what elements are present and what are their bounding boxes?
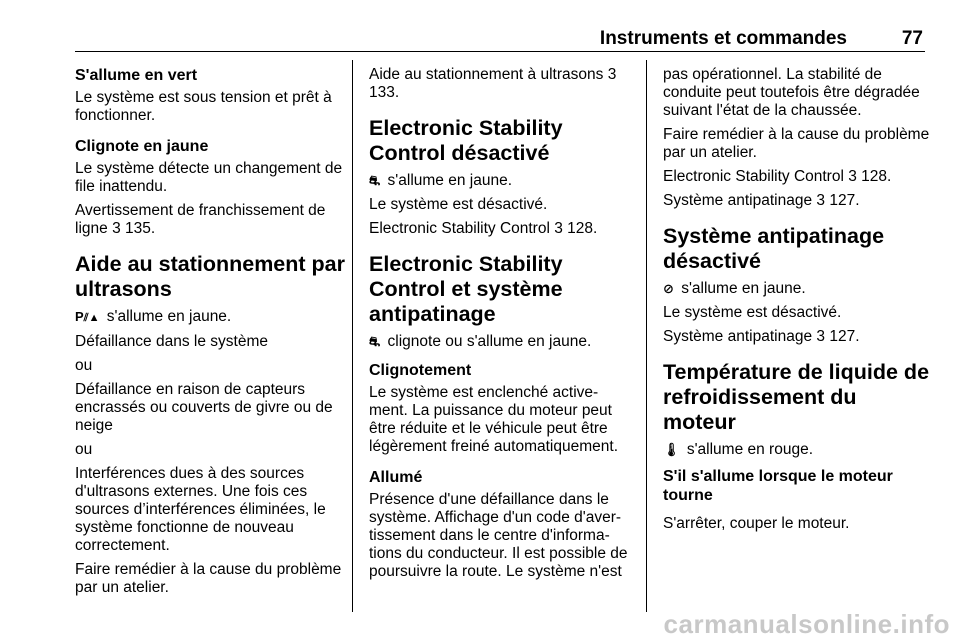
paragraph: Le système détecte un changement de file inattendu. [75,160,343,195]
section-title: Instruments et commandes [599,28,847,49]
cross-reference-icon: 3 [816,192,826,209]
paragraph: Système antipatinage 3 127. [663,328,860,345]
paragraph: S'arrêter, couper le moteur. [663,515,850,532]
paragraph: Le système est désactivé. [369,196,548,213]
column-divider [352,60,353,612]
paragraph: Le système est sous tension et prêt à fonctionner. [75,89,332,124]
cross-reference-icon: 3 [554,220,563,237]
paragraph: Avertissement de franchissement de ligne 3 135. [75,202,326,237]
coolant-temperature-icon: 🌡 [663,442,680,457]
paragraph: Aide au stationnement à ultrasons 3 133. [369,66,617,101]
subheading-blink-yellow: Clignote en jaune [75,138,209,155]
paragraph: Electronic Stability Control 3 128. [663,168,892,185]
page-number: 77 [901,28,923,49]
paragraph: ⛐ clignote ou s'allume en jaune. [369,333,592,350]
paragraph: ⛐ s'allume en jaune. [369,172,513,189]
paragraph: pas opérationnel. La stabilité de conduite peut toutefois être dégradée suivant l'état de la chaussée. [663,66,920,119]
subheading-blinking: Clignotement [369,362,472,379]
paragraph: Faire remédier à la cause du problème par un atelier. [75,561,342,596]
paragraph: Défaillance en raison de capteurs encrassés ou couverts de givre ou de neige [75,381,333,434]
paragraph: Le système est enclenché active- ment. La puissance du moteur peut être réduite et le véhicule peut être légèrement freiné automatiquement. [369,384,619,455]
page-header [75,26,925,52]
column-3 [663,66,933,539]
subheading-coolant-on: S'il s'allume lorsque le moteur tourne [663,468,893,504]
paragraph: Faire remédier à la cause du problème par un atelier. [663,126,930,161]
cross-reference-icon: 3 [816,328,826,345]
subheading-lit: Allumé [369,469,423,486]
watermark: carmanualsonline.info [663,609,950,639]
heading-coolant: Température de liquide de refroidissement du moteur [663,360,930,434]
paragraph: Présence d'une défaillance dans le système. Affichage d'un code d'aver- tissement dans le centre d'informa- tions du conducteur. Il est possible de poursuivre la route. Le système n'est [369,491,628,580]
paragraph: ou [75,357,93,374]
traction-control-off-icon: ⊘ [663,281,674,296]
column-1 [75,66,345,603]
esc-off-icon: ⛐ [369,173,381,188]
paragraph: Le système est désactivé. [663,304,842,321]
cross-reference-icon: 3 [607,66,617,83]
paragraph: P⫽▲ s'allume en jaune. [75,308,232,325]
subheading-on-green: S'allume en vert [75,67,198,84]
heading-park-assist: Aide au stationnement par ultrasons [75,252,345,301]
page-reference[interactable]: 127. [829,328,860,345]
paragraph: Electronic Stability Control 3 128. [369,220,598,237]
heading-tc-off: Système antipatinage désactivé [663,224,885,273]
column-2 [369,66,639,587]
heading-esc-off: Electronic Stability Control désactivé [369,116,563,165]
paragraph: ⊘ s'allume en jaune. [663,280,806,297]
cross-reference-icon: 3 [112,220,121,237]
paragraph: Système antipatinage 3 127. [663,192,860,209]
page-reference[interactable]: 128. [567,220,598,237]
paragraph: Interférences dues à des sources d'ultrasons externes. Une fois ces sources d’interférences éliminées, le système fonctionne de nouveau correctement. [75,465,326,554]
paragraph: 🌡 s'allume en rouge. [663,441,814,458]
page-reference[interactable]: 128. [861,168,892,185]
paragraph: Défaillance dans le système [75,333,268,350]
cross-reference-icon: 3 [848,168,857,185]
esc-tc-icon: ⛐ [369,334,381,349]
page-reference[interactable]: 127. [829,192,860,209]
page-reference[interactable]: 135. [125,220,156,237]
paragraph: ou [75,441,93,458]
heading-esc-tc: Electronic Stability Control et système antipatinage [369,252,563,326]
page-reference[interactable]: 133. [369,84,400,101]
parking-sensor-icon: P⫽▲ [75,309,100,324]
column-divider [646,60,647,612]
